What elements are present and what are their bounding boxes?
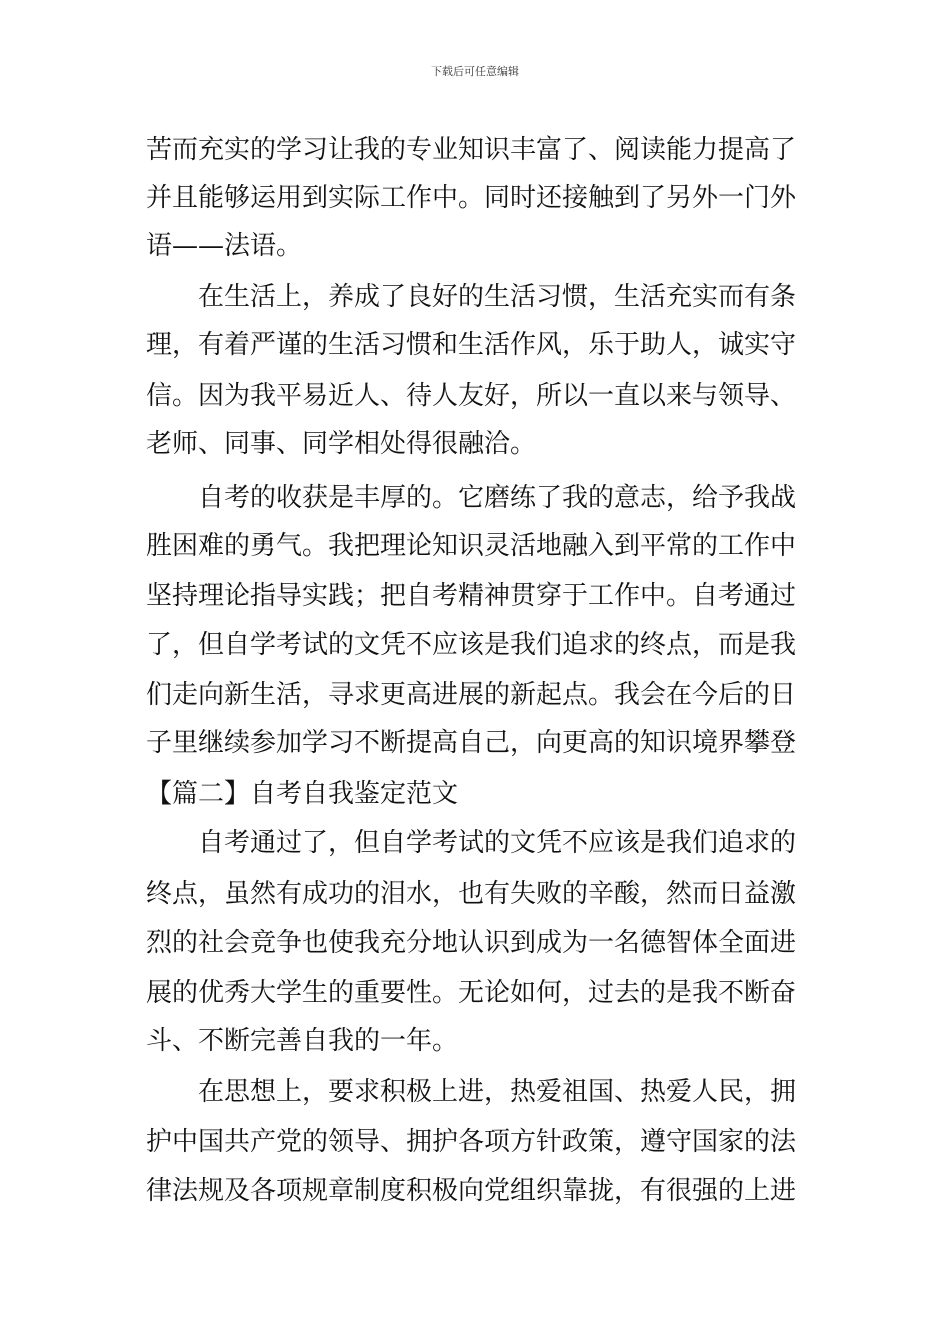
text-line: 烈的社会竞争也使我充分地认识到成为一名德智体全面进 (146, 928, 797, 958)
text-line: 了，但自学考试的文凭不应该是我们追求的终点，而是我 (146, 630, 797, 660)
paragraph-start-line: 自考的收获是丰厚的。它磨练了我的意志，给予我战 (146, 483, 797, 513)
text-line: 斗、不断完善自我的一年。 (146, 1026, 459, 1056)
text-line: 子里继续参加学习不断提高自己，向更高的知识境界攀登 (146, 728, 797, 758)
text-line: 理，有着严谨的生活习惯和生活作风，乐于助人，诚实守 (146, 330, 797, 360)
text-line: 护中国共产党的领导、拥护各项方针政策，遵守国家的法 (146, 1127, 797, 1157)
text-line: 并且能够运用到实际工作中。同时还接触到了另外一门外 (146, 183, 797, 213)
section-heading: 【篇二】自考自我鉴定范文 (146, 779, 459, 809)
text-line: 终点，虽然有成功的泪水，也有失败的辛酸，然而日益激 (146, 879, 797, 909)
text-line: 坚持理论指导实践；把自考精神贯穿于工作中。自考通过 (146, 581, 797, 611)
text-line: 老师、同事、同学相处得很融洽。 (146, 429, 537, 459)
text-line: 们走向新生活，寻求更高进展的新起点。我会在今后的日 (146, 680, 797, 710)
paragraph-start-line: 在生活上，养成了良好的生活习惯，生活充实而有条 (146, 282, 797, 312)
text-line: 律法规及各项规章制度积极向党组织靠拢，有很强的上进 (146, 1176, 797, 1206)
text-line: 信。因为我平易近人、待人友好，所以一直以来与领导、 (146, 381, 797, 411)
text-line: 语——法语。 (146, 231, 303, 261)
text-line: 胜困难的勇气。我把理论知识灵活地融入到平常的工作中 (146, 531, 797, 561)
text-line: 展的优秀大学生的重要性。无论如何，过去的是我不断奋 (146, 978, 797, 1008)
text-line: 苦而充实的学习让我的专业知识丰富了、阅读能力提高了 (146, 135, 797, 165)
paragraph-start-line: 自考通过了，但自学考试的文凭不应该是我们追求的 (146, 828, 797, 858)
page-header: 下载后可任意编辑 (431, 65, 519, 78)
paragraph-start-line: 在思想上，要求积极上进，热爱祖国、热爱人民，拥 (146, 1077, 797, 1107)
